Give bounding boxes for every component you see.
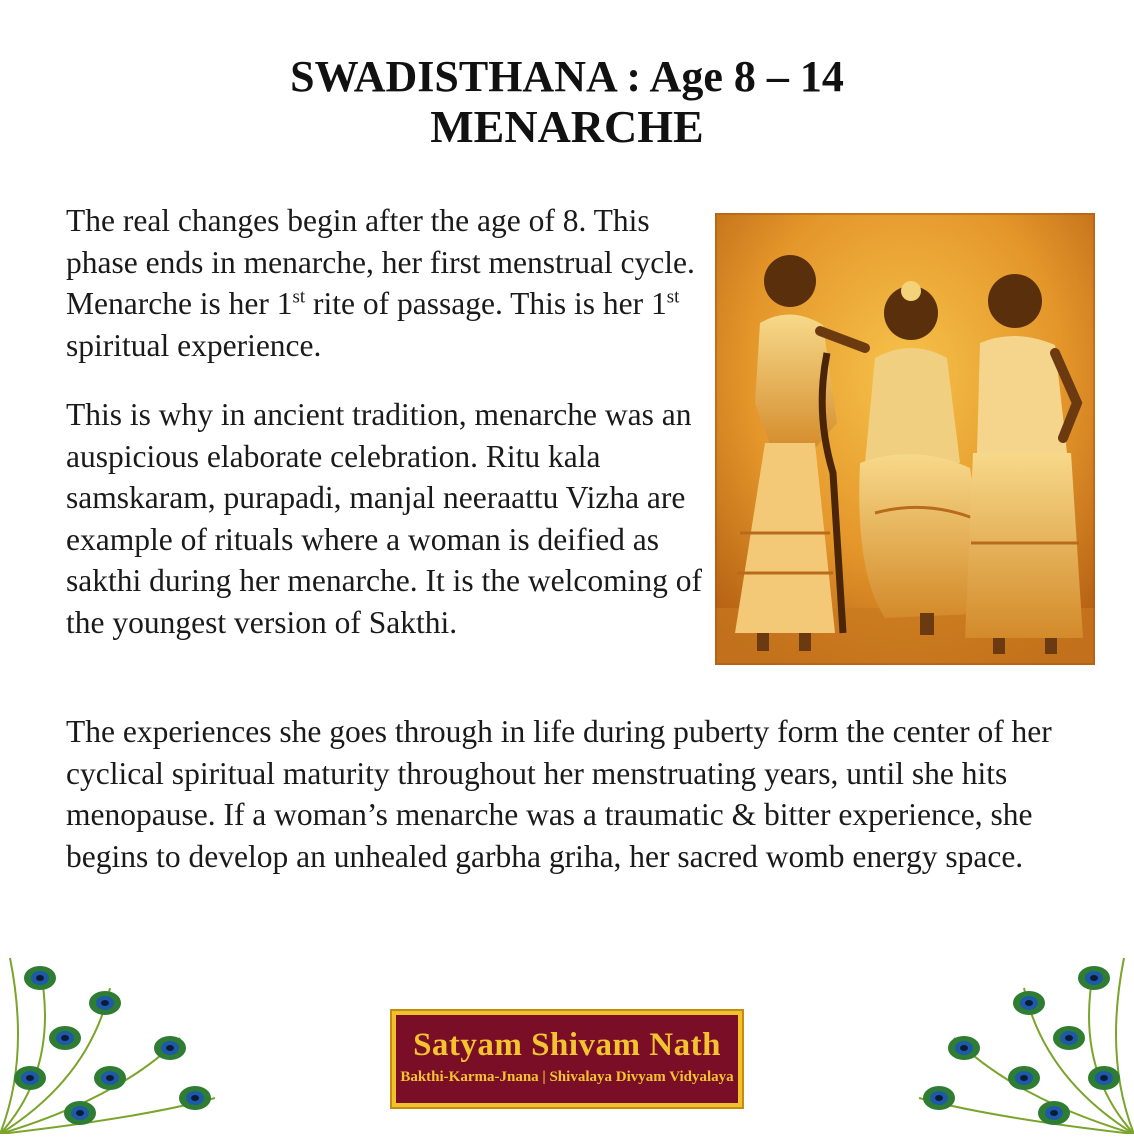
page-title: [0, 52, 1134, 152]
ordinal-suffix-1: st: [292, 286, 306, 308]
peacock-feather-icon: [0, 948, 220, 1134]
peacock-feather-icon: [914, 948, 1134, 1134]
paragraph-intro-part2: rite of passage. This is her 1: [305, 286, 667, 321]
title-line-2: MENARCHE: [430, 101, 704, 152]
brand-tagline: Bakthi-Karma-Jnana | Shivalaya Divyam Vidyalaya: [400, 1069, 734, 1085]
paragraph-experiences: The experiences she goes through in life during puberty form the center of her cyclical spiritual maturity throughout her menstruating years, until she hits menopause. If a woman’s menarche was a traumatic & bitter experience, she begins to develop an unhealed garbha griha, her sacred womb energy space.: [66, 714, 1052, 874]
paragraph-tradition: This is why in ancient tradition, menarche was an auspicious elaborate celebration. Ritu kala samskaram, purapadi, manjal neeraattu Vizha are example of rituals where a woman is deified as sakthi during her menarche. It is the welcoming of the youngest version of Sakthi.: [66, 397, 702, 640]
brand-logo: [392, 1011, 742, 1107]
vintage-photo-three-girls: [715, 213, 1095, 665]
paragraph-intro-part1: The real changes begin after the age of 8. This phase ends in menarche, her first menstrual cycle. Menarche is her 1: [66, 203, 695, 321]
paragraph-intro: [66, 200, 706, 366]
paragraph-intro-part3: spiritual experience.: [66, 327, 322, 363]
brand-name: Satyam Shivam Nath: [413, 1027, 721, 1063]
title-line-1: SWADISTHANA : Age 8 – 14: [290, 52, 844, 101]
ordinal-suffix-2: st: [666, 286, 680, 308]
